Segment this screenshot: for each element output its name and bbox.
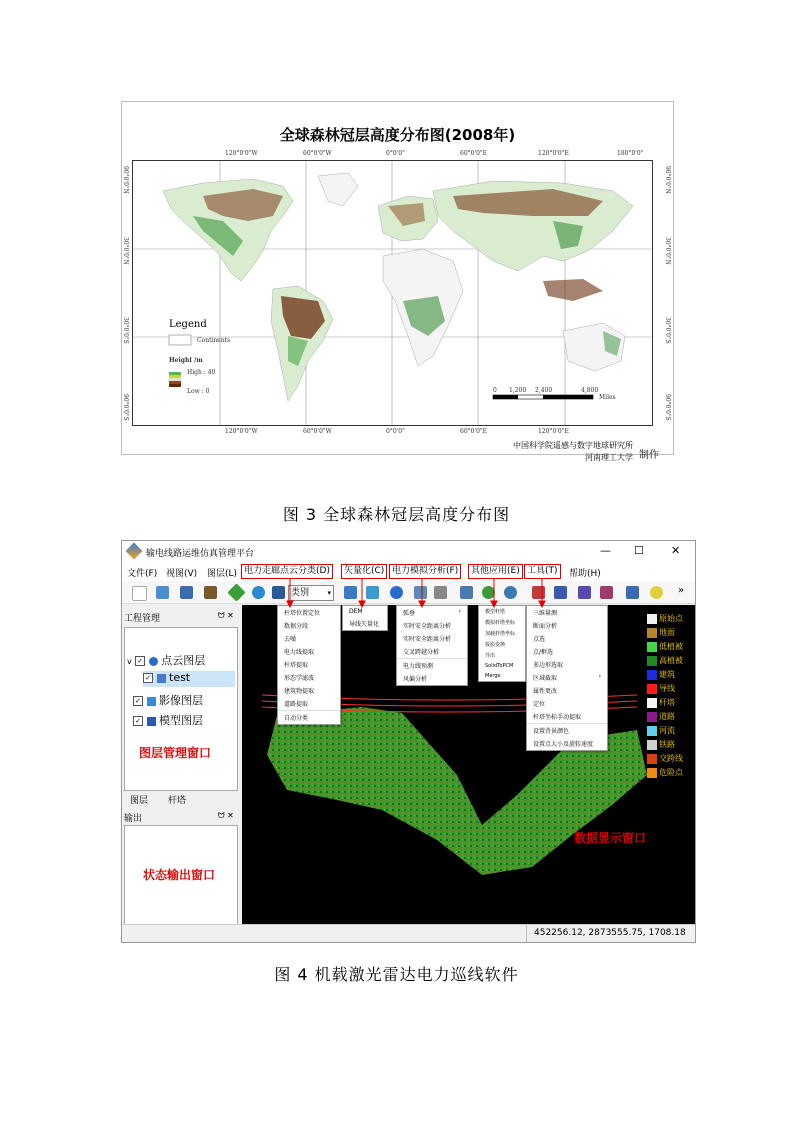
chevron-down-icon[interactable]: v (127, 657, 132, 666)
lon-label: 120°0'0"W (225, 150, 258, 157)
legend-swatch (647, 656, 657, 666)
legend-high: High : 40 (187, 369, 216, 376)
legend-item (647, 669, 695, 681)
figure-4-caption: 图 4 机载激光雷达电力巡线软件 (274, 965, 519, 984)
menu-item[interactable]: 杆塔坐标手动提取 (533, 714, 582, 721)
menu-item[interactable]: 点/框选 (533, 649, 554, 656)
layer-window-label: 图层管理窗口 (139, 746, 212, 760)
menu-item-label: 弧垂 (403, 610, 416, 617)
credit-suffix: 制作 (639, 450, 659, 461)
lat-label: 30°0'0"N (122, 237, 129, 265)
submenu-arrow-icon: › (458, 608, 461, 615)
legend-label: 原始点 (659, 614, 683, 623)
tab-layers[interactable]: 图层 (130, 796, 149, 806)
figure-3-caption: 图 3 全球森林冠层高度分布图 (282, 505, 511, 524)
output-window-label: 状态输出窗口 (143, 868, 216, 882)
menu-item[interactable]: 加载杆塔坐标 (485, 631, 516, 637)
legend-swatch (647, 768, 657, 778)
tree-item-model-layer[interactable] (133, 712, 203, 728)
model-icon (147, 717, 156, 726)
legend-item (647, 725, 695, 737)
menu-item[interactable]: 属性更改 (533, 688, 558, 695)
legend-item (647, 767, 695, 779)
legend-swatch (647, 726, 657, 736)
legend-swatch (647, 670, 657, 680)
menu-item[interactable]: 道路提取 (284, 701, 309, 708)
lon-label: 120°0'0"E (538, 150, 569, 157)
output-panel-pin[interactable]: ᗢ ✕ (218, 811, 234, 820)
scale-tick: 0 (493, 387, 497, 394)
map-title: 全球森林冠层高度分布图(2008年) (279, 126, 516, 144)
menu-item[interactable] (527, 671, 607, 684)
app-window (121, 540, 696, 943)
close-button[interactable]: ✕ (671, 544, 681, 557)
category-select-value: 类别 (291, 588, 310, 598)
menu-item[interactable]: 多边形选取 (533, 662, 564, 669)
menu-help[interactable]: 帮助(H) (569, 569, 601, 579)
legend-label: 河流 (659, 726, 675, 735)
legend-label: 道路 (659, 712, 675, 721)
legend-low: Low : 0 (187, 388, 210, 395)
window-title: 输电线路运维仿真管理平台 (146, 549, 255, 559)
legend-label: 低植被 (659, 642, 683, 651)
lat-label: 30°0'0"S (122, 317, 129, 344)
output-box (124, 825, 238, 925)
legend-label: 建筑 (659, 670, 675, 679)
menu-power-sim[interactable]: 电力模拟分析(F) (389, 564, 461, 579)
legend-title: Legend (169, 319, 207, 330)
legend-item (647, 711, 695, 723)
menu-item[interactable]: 设置背景颜色 (527, 723, 607, 737)
menu-item[interactable]: 导线矢量化 (349, 621, 380, 628)
checkbox[interactable]: ✓ (133, 716, 143, 726)
scale-unit: Miles (599, 394, 616, 401)
tree-root-label: 点云图层 (161, 654, 206, 667)
tree-item-image-layer[interactable] (133, 692, 203, 708)
legend-item (647, 697, 695, 709)
menu-item[interactable]: 模拟杆塔坐标 (485, 620, 516, 626)
class-legend (647, 613, 695, 781)
menu-arrows (122, 541, 695, 621)
status-divider (526, 925, 527, 943)
tree-root[interactable] (127, 652, 205, 668)
lat-label: 90°0'0"S (664, 394, 671, 421)
menu-layer[interactable]: 图层(L) (207, 569, 238, 579)
tree-item-label: 影像图层 (159, 694, 203, 707)
legend-label: 危险点 (659, 768, 683, 777)
legend-continents: Continents (197, 337, 231, 344)
lat-label: 30°0'0"S (664, 317, 671, 344)
menu-item[interactable]: 导出 (485, 653, 496, 659)
menu-item[interactable]: 电力线预测 (397, 658, 467, 672)
image-icon (147, 697, 156, 706)
legend-label: 高植被 (659, 656, 683, 665)
lon-label: 60°0'0"W (303, 150, 332, 157)
menu-item[interactable]: 实时安全距离分析 (403, 623, 452, 630)
menu-item[interactable]: 实时安全距离分析 (403, 636, 452, 643)
menu-item[interactable]: 数据分段 (284, 623, 309, 630)
menu-item[interactable]: Merge (485, 673, 501, 679)
world-map-graphic (133, 161, 652, 425)
tree-item-label: test (169, 671, 191, 684)
legend-item (647, 739, 695, 751)
layer-tree (124, 627, 238, 791)
menu-item[interactable]: SolidToPCM (485, 663, 514, 669)
forest-height-map-figure (121, 101, 674, 462)
lon-label: 60°0'0"E (460, 150, 488, 157)
legend-label: 铁路 (659, 740, 675, 749)
legend-item (647, 655, 695, 667)
point-cloud-icon (149, 657, 158, 666)
tab-towers[interactable]: 杆塔 (168, 796, 187, 806)
scale-tick: 1,200 (509, 387, 527, 394)
menu-file[interactable]: 文件(F) (127, 569, 158, 579)
lon-label: 120°0'0"E (538, 428, 569, 435)
legend-item (647, 683, 695, 695)
menu-tools[interactable]: 工具(T) (524, 564, 561, 579)
credit-line-2: 河南理工大学 (585, 453, 633, 462)
map-credit (513, 440, 633, 464)
legend-item (647, 641, 695, 653)
toolbar-overflow[interactable]: » (678, 585, 685, 596)
menu-item[interactable]: DEM (349, 608, 363, 615)
menu-view[interactable]: 视图(V) (166, 569, 198, 579)
lat-label: 90°0'0"S (122, 394, 129, 421)
lon-label: 120°0'0"W (225, 428, 258, 435)
legend-swatch (647, 698, 657, 708)
checkbox[interactable]: ✓ (143, 673, 153, 683)
legend-swatch (647, 628, 657, 638)
scale-tick: 2,400 (535, 387, 553, 394)
menu-item[interactable]: 模型杆塔 (485, 609, 506, 615)
tree-item-test[interactable] (143, 671, 235, 687)
menu-other[interactable]: 其他应用(E) (468, 564, 523, 579)
menu-item[interactable]: 自动分类 (278, 710, 340, 724)
legend-label: 杆塔 (659, 698, 675, 707)
chevron-down-icon: ▾ (327, 589, 331, 597)
legend-height-label: Height /m (169, 357, 203, 364)
left-panel (122, 605, 240, 942)
menu-item[interactable]: 投影变换 (485, 642, 506, 648)
display-window-label: 数据显示窗口 (574, 831, 647, 845)
menu-item[interactable]: 去噪 (284, 636, 297, 643)
legend-swatch (647, 754, 657, 764)
lat-label: 90°0'0"N (664, 166, 671, 194)
tree-item-label: 模型图层 (159, 714, 203, 727)
dataset-icon (157, 674, 166, 683)
menu-item[interactable]: 电力线提取 (284, 649, 315, 656)
project-panel-pin[interactable]: ᗢ ✕ (218, 611, 234, 620)
legend-label: 导线 (659, 684, 675, 693)
menu-item[interactable]: 断面分析 (533, 623, 558, 630)
lon-label: 60°0'0"E (460, 428, 488, 435)
legend-swatch (647, 740, 657, 750)
menu-item[interactable]: 交叉跨越分析 (403, 649, 440, 656)
lat-label: 30°0'0"N (664, 237, 671, 265)
menu-item[interactable]: 形态学滤波 (284, 675, 315, 682)
map-frame (132, 160, 653, 426)
legend-label: 交跨线 (659, 754, 683, 763)
menu-item[interactable]: 杆塔位置定位 (284, 610, 321, 617)
menu-item[interactable]: 设置点大小及旋转速度 (533, 741, 594, 748)
lon-label: 0°0'0" (386, 428, 405, 435)
legend-item (647, 627, 695, 639)
menu-corridor-classify[interactable]: 电力走廊点云分类(D) (241, 564, 333, 579)
menu-item[interactable]: 建筑物提取 (284, 688, 315, 695)
output-panel-title: 输出 (124, 814, 143, 824)
scale-tick: 4,800 (581, 387, 599, 394)
lon-label: 180°0'0" (617, 150, 644, 157)
menu-item[interactable]: 风偏分析 (403, 676, 428, 683)
lat-label: 90°0'0"N (122, 166, 129, 194)
menu-tools-dropdown (526, 605, 608, 751)
menu-item[interactable]: 杆塔提取 (284, 662, 309, 669)
status-coordinates: 452256.12, 2873555.75, 1708.18 (534, 928, 686, 938)
checkbox[interactable]: ✓ (135, 656, 145, 666)
menu-item[interactable]: 点选 (533, 636, 546, 643)
lon-label: 60°0'0"W (303, 428, 332, 435)
minimize-button[interactable]: — (600, 544, 611, 557)
project-panel-title: 工程管理 (124, 614, 161, 624)
legend-swatch (647, 684, 657, 694)
checkbox[interactable]: ✓ (133, 696, 143, 706)
legend-swatch (647, 712, 657, 722)
status-bar (122, 924, 695, 943)
menu-item[interactable]: 三维量测 (533, 610, 558, 617)
menu-item-label: 区域截取 (533, 675, 558, 682)
maximize-button[interactable]: ☐ (634, 544, 644, 557)
credit-line-1: 中国科学院遥感与数字地球研究所 (513, 441, 633, 450)
legend-item (647, 753, 695, 765)
legend-label: 地面 (659, 628, 675, 637)
menu-vectorize[interactable]: 矢量化(C) (341, 564, 387, 579)
legend-swatch (647, 642, 657, 652)
submenu-arrow-icon: › (598, 673, 601, 680)
menu-classify-dropdown (277, 605, 341, 725)
lon-label: 0°0'0" (386, 150, 405, 157)
menu-item[interactable]: 定位 (533, 701, 546, 708)
